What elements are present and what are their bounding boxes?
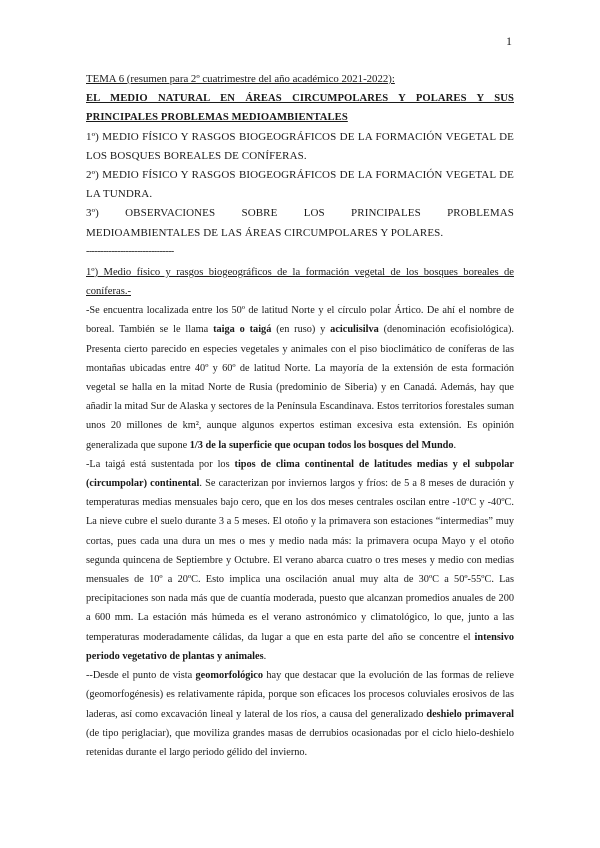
bold-text-run: deshielo primaveral (426, 708, 515, 720)
header-line: TEMA 6 (resumen para 2º cuatrimestre del año académico 2021-2022): (86, 73, 395, 85)
separator-line: ------------------------------- (86, 245, 174, 257)
text-run: -Se encuentra localizada entre los 50º de latitud Norte y el círculo polar Ártico. De ahí el nombre de boreal. También se le llama (86, 305, 514, 336)
section-subheading: 1º) Medio físico y rasgos biogeográficos de la formación vegetal de los bosques boreales de coníferas.- (86, 266, 514, 298)
text-run: (denominación ecofisiológica). Presenta cierto parecido en especies vegetales y animales con el piso bioclimático de coníferas de las montañas ubicadas entre 40º y 60º de latitud Norte. La mayoría de la extensión de esta formación vegetal se halla en la mitad Norte de Rusia (predominio de Siberia) y en Canadá. Además, hay que añadir la mitad Sur de Alaska y sectores de la Península Escandinava. Estos territorios forestales suman unos 20 millones de km², aunque algunos expertos estiman excesiva esta extensión. Es opinión generalizada que supone (86, 324, 514, 451)
section-item-3: 3º) OBSERVACIONES SOBRE LOS PRINCIPALES PROBLEMAS MEDIOAMBIENTALES DE LAS ÁREAS CIRCUMPOLARES Y POLARES. (86, 207, 514, 239)
paragraph-location (86, 301, 514, 455)
bold-text-run: aciculisilva (330, 324, 379, 336)
text-run: . (453, 439, 457, 451)
paragraph-geomorphology (86, 666, 514, 762)
section-item-2: 2º) MEDIO FÍSICO Y RASGOS BIOGEOGRÁFICOS DE LA FORMACIÓN VEGETAL DE LA TUNDRA. (86, 169, 514, 201)
text-run: --Desde el punto de vista (86, 670, 196, 682)
section-item-1: 1º) MEDIO FÍSICO Y RASGOS BIOGEOGRÁFICOS DE LA FORMACIÓN VEGETAL DE LOS BOSQUES BOREALES DE CONÍFERAS. (86, 130, 514, 162)
document-body (86, 70, 514, 762)
text-run: (en ruso) y (271, 324, 331, 336)
text-run: hay que destacar que la evolución de las formas de relieve (geomorfogénesis) es relativamente rápida, porque son eficaces los procesos coluviales erosivos de las laderas, así como excavación lineal y lateral de los ríos, a causa del generalizado (86, 670, 514, 720)
bold-text-run: 1/3 de la superficie que ocupan todos los bosques del Mundo (189, 439, 454, 451)
text-run: -La taigá está sustentada por los (86, 458, 235, 470)
bold-text-run: taiga o taigá (213, 324, 272, 336)
bold-text-run: tipos de clima continental de latitudes medias y el subpolar (circumpolar) continental (86, 458, 514, 490)
text-run: (de tipo periglaciar), que moviliza grandes masas de derrubios ocasionadas por el ciclo hielo-deshielo retenidas durante el largo periodo gélido del invierno. (86, 727, 514, 758)
bold-text-run: geomorfológico (195, 670, 264, 682)
page-number: 1 (506, 34, 512, 48)
paragraph-climate (86, 455, 514, 666)
bold-text-run: intensivo periodo vegetativo de plantas y animales (86, 631, 514, 662)
text-run: . (263, 650, 267, 662)
document-title: EL MEDIO NATURAL EN ÁREAS CIRCUMPOLARES Y POLARES Y SUS PRINCIPALES PROBLEMAS MEDIOAMBIENTALES (86, 93, 514, 124)
text-run: . Se caracterizan por inviernos largos y fríos: de 5 a 8 meses de duración y temperaturas medias mensuales bajo cero, que en los dos meses centrales oscilan entre -10ºC y -40ºC. La nieve cubre el suelo durante 3 a 5 meses. El otoño y la primavera son estaciones “intermedias” muy cortas, pues cada una dura un mes o mes y medio nada más: la primavera ocupa Mayo y el otoño segunda quincena de Septiembre y Octubre. El verano abarca cuatro o tres meses y medio con medias mensuales de 10º a 20ºC. Esto implica una oscilación anual muy alta de 30ºC a 50º-55ºC. Las precipitaciones son nada más que de cuantía moderada, puesto que alcanzan promedios anuales de 200 a 600 mm. La estación más húmeda es el verano astronómico y climatológico, lo que, junto a las temperaturas moderadamente cálidas, da lugar a que en esta parte del año se concentre el (86, 478, 514, 643)
